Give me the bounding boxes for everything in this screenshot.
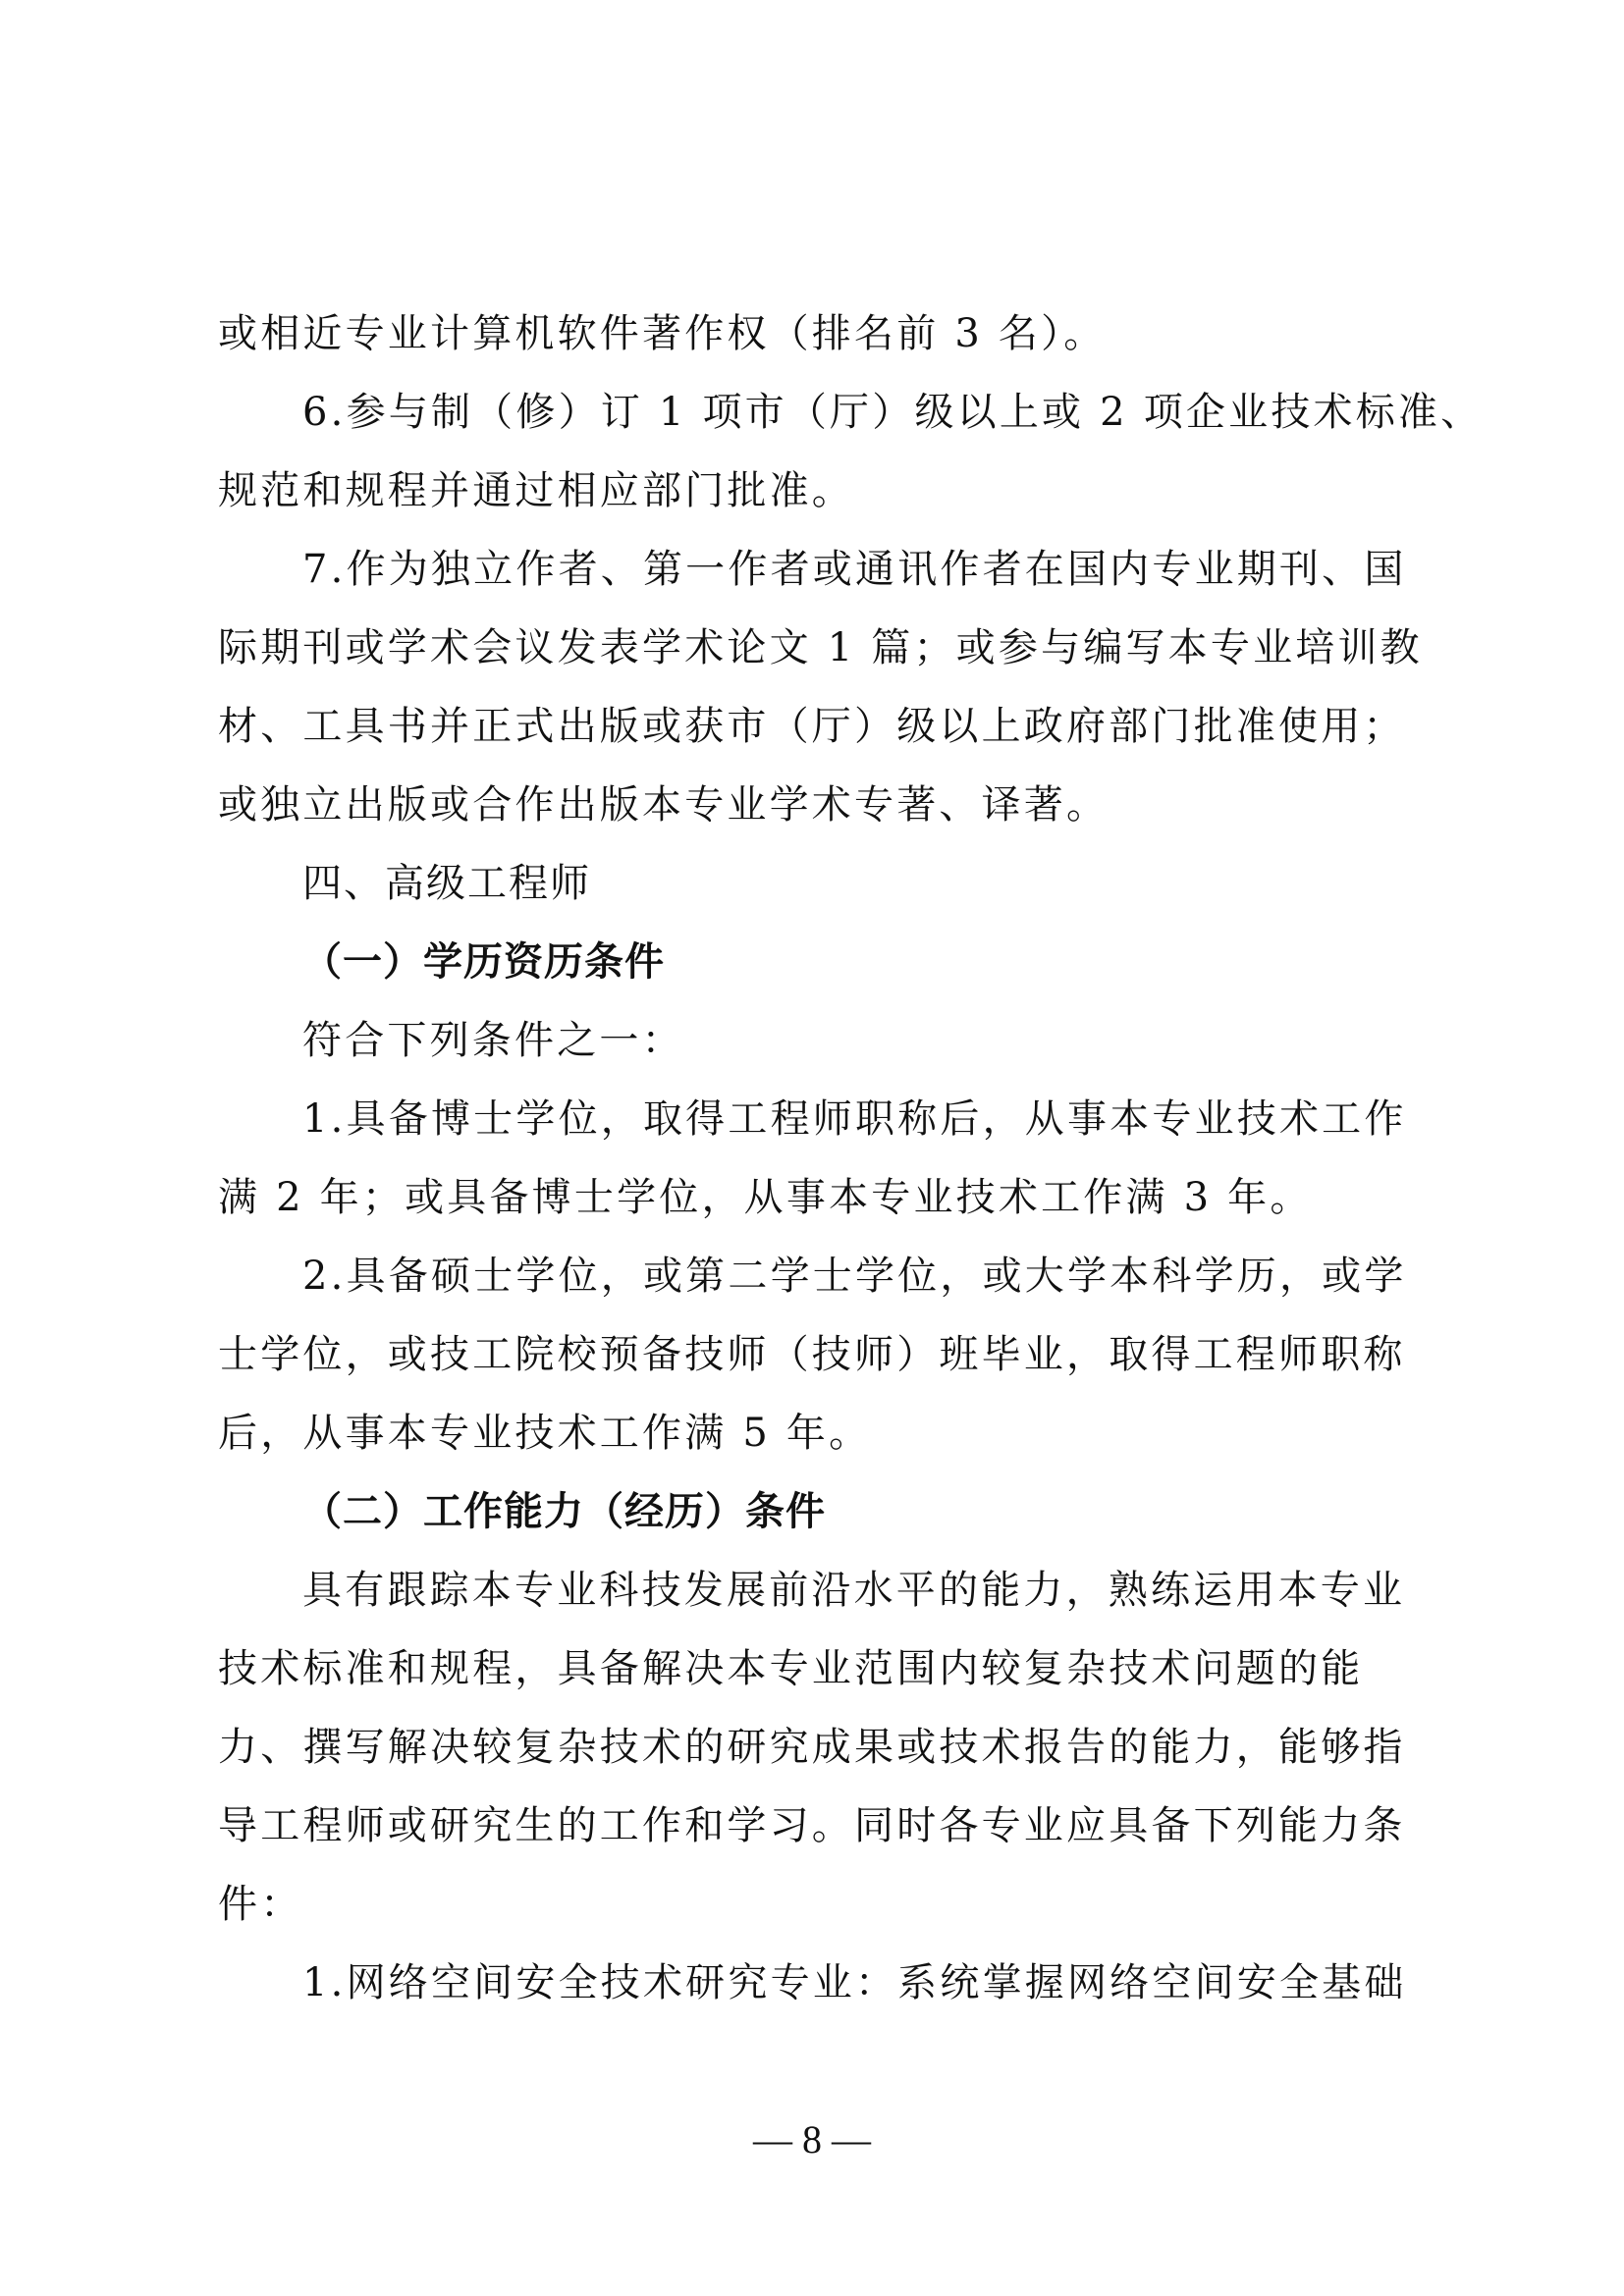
text-line: 6.参与制（修）订 1 项市（厅）级以上或 2 项企业技术标准、 — [302, 390, 1484, 435]
page-number: — 8 — — [753, 2117, 871, 2162]
text-line: 件： — [218, 1882, 303, 1927]
text-line: 规范和规程并通过相应部门批准。 — [218, 468, 854, 513]
text-line: 满 2 年；或具备博士学位，从事本专业技术工作满 3 年。 — [218, 1175, 1313, 1220]
text-line: 材、工具书并正式出版或获市（厅）级以上政府部门批准使用； — [218, 704, 1406, 749]
text-line: 符合下列条件之一： — [302, 1018, 684, 1063]
text-line: 或相近专业计算机软件著作权（排名前 3 名）。 — [218, 311, 1107, 356]
subsection-heading: （一）学历资历条件 — [302, 939, 665, 985]
section-heading: 四、高级工程师 — [302, 861, 591, 906]
subsection-heading: （二）工作能力（经历）条件 — [302, 1489, 826, 1534]
text-line: 力、撰写解决较复杂技术的研究成果或技术报告的能力，能够指 — [218, 1725, 1406, 1770]
text-line: 或独立出版或合作出版本专业学术专著、译著。 — [218, 782, 1110, 828]
text-line: 后，从事本专业技术工作满 5 年。 — [218, 1411, 872, 1456]
text-line: 技术标准和规程，具备解决本专业范围内较复杂技术问题的能 — [218, 1646, 1364, 1691]
text-line: 7.作为独立作者、第一作者或通讯作者在国内专业期刊、国 — [302, 547, 1407, 592]
text-line: 1.具备博士学位，取得工程师职称后，从事本专业技术工作 — [302, 1096, 1407, 1142]
text-line: 际期刊或学术会议发表学术论文 1 篇；或参与编写本专业培训教 — [218, 625, 1423, 670]
text-line: 1.网络空间安全技术研究专业：系统掌握网络空间安全基础 — [302, 1960, 1407, 2005]
text-line: 士学位，或技工院校预备技师（技师）班毕业，取得工程师职称 — [218, 1332, 1406, 1377]
text-line: 2.具备硕士学位，或第二学士学位，或大学本科学历，或学 — [302, 1254, 1407, 1299]
text-line: 导工程师或研究生的工作和学习。同时各专业应具备下列能力条 — [218, 1803, 1406, 1848]
text-line: 具有跟踪本专业科技发展前沿水平的能力，熟练运用本专业 — [302, 1568, 1406, 1613]
